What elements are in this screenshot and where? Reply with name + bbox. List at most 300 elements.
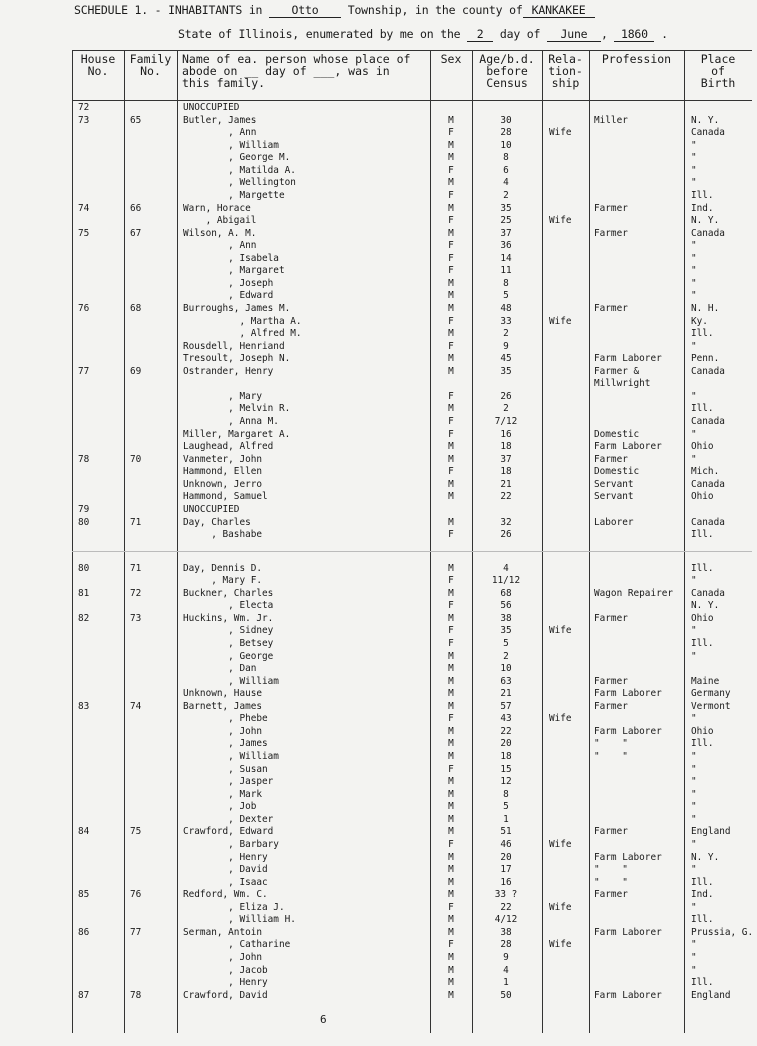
- profession-value: Servant: [594, 491, 634, 503]
- person-name: Barnett, James: [183, 700, 263, 712]
- birthplace-value: Ill.: [691, 738, 714, 750]
- birthplace-value: ": [691, 390, 697, 402]
- sex-value: M: [448, 277, 454, 289]
- age-value: 48: [500, 303, 512, 314]
- age-value: 16: [500, 428, 512, 440]
- person-name: , Mary F.: [183, 575, 263, 587]
- sex-value: M: [448, 926, 454, 938]
- birthplace-value: Ohio: [691, 612, 714, 624]
- column-header-relationship: Rela- tion- ship: [548, 52, 583, 90]
- birthplace-value: ": [691, 864, 697, 875]
- sex-value: F: [448, 265, 454, 277]
- sex-value: M: [448, 227, 454, 239]
- birthplace-value: N. Y.: [691, 851, 720, 863]
- birthplace-value: ": [691, 428, 697, 440]
- person-name: , Margaret: [183, 265, 285, 277]
- relationship-value: Wife: [549, 315, 572, 327]
- sex-value: M: [448, 587, 454, 599]
- age-value: 68: [500, 587, 512, 599]
- person-name: Redford, Wm. C.: [183, 889, 268, 901]
- birthplace-value: ": [691, 265, 697, 277]
- column-divider: [472, 50, 473, 1033]
- age-value: 63: [500, 675, 512, 687]
- family-number: 76: [130, 889, 142, 901]
- person-name: , George: [183, 650, 274, 662]
- age-value: 2: [503, 328, 509, 340]
- birthplace-value: ": [691, 277, 697, 289]
- person-name: , Sidney: [183, 625, 274, 637]
- age-value: 51: [500, 826, 512, 838]
- age-value: 33 ?: [494, 889, 518, 901]
- person-name: UNOCCUPIED: [183, 503, 240, 515]
- person-name: , George M.: [183, 152, 291, 164]
- column-divider: [124, 50, 125, 1033]
- sex-value: M: [448, 688, 454, 700]
- family-number: 71: [130, 516, 142, 528]
- birthplace-value: ": [691, 813, 697, 825]
- house-number: 79: [78, 503, 90, 515]
- birthplace-value: England: [691, 826, 731, 838]
- sex-value: M: [448, 491, 454, 503]
- family-number: 71: [130, 562, 142, 574]
- age-value: 32: [500, 516, 512, 528]
- person-name: , Anna M.: [183, 416, 279, 427]
- birthplace-value: Ill.: [691, 529, 714, 540]
- sex-value: M: [448, 177, 454, 189]
- schedule-header-line-1: [74, 3, 595, 18]
- birthplace-value: Canada: [691, 365, 725, 377]
- person-name: , Ann: [183, 127, 257, 139]
- relationship-value: Wife: [549, 939, 572, 951]
- person-name: Hammond, Samuel: [183, 491, 268, 503]
- house-number: 85: [78, 889, 90, 901]
- profession-value: Farm Laborer: [594, 353, 662, 365]
- age-value: 22: [500, 901, 512, 913]
- sex-value: F: [448, 416, 454, 427]
- age-value: 35: [500, 625, 512, 637]
- age-value: 11: [500, 265, 512, 277]
- profession-value: Domestic: [594, 466, 640, 478]
- profession-value: Millwright: [594, 378, 651, 390]
- house-number: 78: [78, 453, 90, 465]
- sex-value: M: [448, 813, 454, 825]
- sex-value: F: [448, 127, 454, 139]
- person-name: Laughead, Alfred: [183, 441, 274, 453]
- person-name: , John: [183, 952, 263, 963]
- profession-value: " ": [594, 876, 628, 888]
- page-fold-line: [72, 551, 752, 552]
- family-number: 70: [130, 453, 142, 465]
- person-name: Tresoult, Joseph N.: [183, 353, 291, 365]
- age-value: 10: [500, 139, 512, 151]
- birthplace-value: Ill.: [691, 403, 714, 415]
- column-header-family: Family No.: [129, 52, 172, 78]
- birthplace-value: ": [691, 152, 697, 164]
- age-value: 11/12: [491, 575, 521, 587]
- house-number: 77: [78, 365, 90, 377]
- family-number: 69: [130, 365, 142, 377]
- person-name: , Henry: [183, 851, 268, 863]
- sex-value: M: [448, 788, 454, 800]
- house-number: 73: [78, 114, 90, 126]
- birthplace-value: Canada: [691, 516, 725, 528]
- birthplace-value: N. Y.: [691, 114, 720, 126]
- person-name: , Isabela: [183, 252, 279, 264]
- relationship-value: Wife: [549, 127, 572, 139]
- birthplace-value: Ill.: [691, 876, 714, 888]
- profession-value: " ": [594, 751, 628, 762]
- birthplace-value: Vermont: [691, 700, 731, 712]
- township-value: Otto: [269, 3, 341, 18]
- birthplace-value: Ill.: [691, 562, 714, 574]
- sex-value: M: [448, 202, 454, 214]
- person-name: , James: [183, 738, 268, 750]
- house-number: 84: [78, 826, 90, 838]
- column-header-sex: Sex: [440, 52, 462, 66]
- age-value: 46: [500, 838, 512, 850]
- column-divider: [177, 50, 178, 1033]
- birthplace-value: ": [691, 575, 697, 587]
- birthplace-value: ": [691, 453, 697, 465]
- age-value: 8: [503, 788, 509, 800]
- age-value: 22: [500, 725, 512, 737]
- person-name: , Wellington: [183, 177, 296, 189]
- family-number: 67: [130, 227, 142, 239]
- birthplace-value: ": [691, 713, 697, 725]
- person-name: , Mary: [183, 390, 263, 402]
- county-value: KANKAKEE: [523, 3, 595, 18]
- sex-value: F: [448, 713, 454, 725]
- person-name: Day, Dennis D.: [183, 562, 263, 574]
- person-name: Crawford, David: [183, 989, 268, 1001]
- age-value: 57: [500, 700, 512, 712]
- sex-value: M: [448, 403, 454, 415]
- age-value: 1: [503, 977, 509, 989]
- sex-value: M: [448, 776, 454, 788]
- age-value: 6: [503, 164, 509, 176]
- birthplace-value: ": [691, 164, 697, 176]
- age-value: 8: [503, 152, 509, 164]
- age-value: 36: [500, 240, 512, 252]
- day-value: 2: [467, 27, 493, 42]
- column-header-house: House No.: [80, 52, 116, 78]
- year-value: 1860: [614, 27, 654, 42]
- age-value: 28: [500, 127, 512, 139]
- birthplace-value: Ky.: [691, 315, 708, 327]
- person-name: Serman, Antoin: [183, 926, 263, 938]
- age-value: 12: [500, 776, 512, 788]
- person-name: Crawford, Edward: [183, 826, 274, 838]
- person-name: , William: [183, 675, 279, 687]
- sex-value: M: [448, 876, 454, 888]
- birthplace-value: Ill.: [691, 977, 714, 989]
- age-value: 37: [500, 227, 512, 239]
- age-value: 18: [500, 466, 512, 478]
- person-name: , Abigail: [183, 215, 257, 226]
- schedule-title: SCHEDULE 1. - INHABITANTS in: [74, 3, 263, 17]
- birthplace-value: ": [691, 625, 697, 637]
- age-value: 18: [500, 441, 512, 453]
- age-value: 4: [503, 562, 509, 574]
- sex-value: M: [448, 478, 454, 490]
- column-header-age: Age/b.d. before Census: [479, 52, 535, 90]
- person-name: Vanmeter, John: [183, 453, 263, 465]
- birthplace-value: N. H.: [691, 303, 720, 314]
- profession-value: Farm Laborer: [594, 441, 662, 453]
- birthplace-value: ": [691, 177, 697, 189]
- relationship-value: Wife: [549, 625, 572, 637]
- age-value: 2: [503, 650, 509, 662]
- person-name: , Edward: [183, 290, 274, 302]
- sex-value: M: [448, 738, 454, 750]
- sex-value: M: [448, 441, 454, 453]
- person-name: Rousdell, Henriand: [183, 340, 285, 352]
- birthplace-value: ": [691, 964, 697, 976]
- age-value: 4: [503, 177, 509, 189]
- sex-value: M: [448, 964, 454, 976]
- birthplace-value: Ill.: [691, 638, 714, 649]
- page-number: 6: [320, 1013, 327, 1026]
- person-name: , Melvin R.: [183, 403, 291, 415]
- sex-value: M: [448, 989, 454, 1001]
- birthplace-value: Maine: [691, 675, 720, 687]
- age-value: 15: [500, 763, 512, 775]
- profession-value: Farmer: [594, 453, 628, 465]
- column-header-profession: Profession: [601, 52, 672, 66]
- age-value: 4/12: [494, 914, 518, 926]
- birthplace-value: Ill.: [691, 914, 714, 926]
- age-value: 10: [500, 663, 512, 675]
- age-value: 17: [500, 864, 512, 875]
- birthplace-value: ": [691, 751, 697, 762]
- person-name: , Joseph: [183, 277, 274, 289]
- birthplace-value: Canada: [691, 127, 725, 139]
- relationship-value: Wife: [549, 713, 572, 725]
- house-number: 82: [78, 612, 90, 624]
- sex-value: M: [448, 751, 454, 762]
- person-name: , Alfred M.: [183, 328, 302, 340]
- profession-value: Farmer: [594, 303, 628, 314]
- profession-value: " ": [594, 738, 628, 750]
- birthplace-value: Ill.: [691, 328, 714, 340]
- day-of-label: day of: [499, 27, 541, 41]
- age-value: 20: [500, 738, 512, 750]
- birthplace-value: Penn.: [691, 353, 720, 365]
- birthplace-value: Ohio: [691, 725, 714, 737]
- sex-value: M: [448, 328, 454, 340]
- age-value: 38: [500, 612, 512, 624]
- sex-value: M: [448, 303, 454, 314]
- house-number: 83: [78, 700, 90, 712]
- person-name: , Betsey: [183, 638, 274, 649]
- sex-value: F: [448, 763, 454, 775]
- age-value: 33: [500, 315, 512, 327]
- house-number: 87: [78, 989, 90, 1001]
- age-value: 45: [500, 353, 512, 365]
- relationship-value: Wife: [549, 901, 572, 913]
- sex-value: F: [448, 901, 454, 913]
- profession-value: Laborer: [594, 516, 634, 528]
- birthplace-value: Germany: [691, 688, 731, 700]
- person-name: Wilson, A. M.: [183, 227, 257, 239]
- age-value: 35: [500, 202, 512, 214]
- age-value: 2: [503, 189, 509, 201]
- person-name: , Dan: [183, 663, 257, 675]
- profession-value: Farm Laborer: [594, 926, 662, 938]
- sex-value: M: [448, 453, 454, 465]
- person-name: , Henry: [183, 977, 268, 989]
- birthplace-value: Ind.: [691, 889, 714, 901]
- house-number: 76: [78, 303, 90, 314]
- sex-value: M: [448, 353, 454, 365]
- table-top-border: [72, 50, 752, 51]
- house-number: 81: [78, 587, 90, 599]
- family-number: 77: [130, 926, 142, 938]
- person-name: , David: [183, 864, 268, 875]
- sex-value: M: [448, 889, 454, 901]
- sex-value: F: [448, 315, 454, 327]
- sex-value: F: [448, 638, 454, 649]
- date-separator: ,: [600, 27, 608, 41]
- column-divider: [542, 50, 543, 1033]
- birthplace-value: ": [691, 252, 697, 264]
- profession-value: Miller: [594, 114, 628, 126]
- person-name: , Matilda A.: [183, 164, 296, 176]
- person-name: , John: [183, 725, 263, 737]
- profession-value: Farm Laborer: [594, 688, 662, 700]
- age-value: 35: [500, 365, 512, 377]
- sex-value: F: [448, 529, 454, 540]
- person-name: Miller, Margaret A.: [183, 428, 291, 440]
- birthplace-value: ": [691, 801, 697, 813]
- sex-value: M: [448, 139, 454, 151]
- person-name: , Margette: [183, 189, 285, 201]
- age-value: 20: [500, 851, 512, 863]
- schedule-header-line-2: [178, 27, 668, 42]
- sex-value: F: [448, 164, 454, 176]
- person-name: , Ann: [183, 240, 257, 252]
- birthplace-value: Mich.: [691, 466, 720, 478]
- relationship-value: Wife: [549, 215, 572, 226]
- house-number: 74: [78, 202, 90, 214]
- profession-value: Domestic: [594, 428, 640, 440]
- profession-value: Farmer: [594, 612, 628, 624]
- township-label: Township, in the county of: [347, 3, 523, 17]
- sex-value: M: [448, 650, 454, 662]
- house-number: 80: [78, 562, 90, 574]
- sex-value: F: [448, 428, 454, 440]
- age-value: 38: [500, 926, 512, 938]
- sex-value: M: [448, 562, 454, 574]
- age-value: 9: [503, 952, 509, 963]
- sex-value: M: [448, 977, 454, 989]
- age-value: 9: [503, 340, 509, 352]
- person-name: Unknown, Hause: [183, 688, 263, 700]
- profession-value: Farmer: [594, 700, 628, 712]
- sex-value: F: [448, 189, 454, 201]
- birthplace-value: Canada: [691, 587, 725, 599]
- house-number: 86: [78, 926, 90, 938]
- birthplace-value: Canada: [691, 227, 725, 239]
- birthplace-value: England: [691, 989, 731, 1001]
- age-value: 7/12: [494, 416, 518, 427]
- person-name: UNOCCUPIED: [183, 102, 240, 113]
- sex-value: M: [448, 914, 454, 926]
- sex-value: M: [448, 725, 454, 737]
- sex-value: F: [448, 466, 454, 478]
- sex-value: M: [448, 675, 454, 687]
- person-name: , Electa: [183, 600, 274, 612]
- sex-value: F: [448, 625, 454, 637]
- person-name: , Phebe: [183, 713, 268, 725]
- person-name: , Bashabe: [183, 529, 263, 540]
- person-name: Hammond, Ellen: [183, 466, 263, 478]
- birthplace-value: ": [691, 939, 697, 951]
- person-name: , Susan: [183, 763, 268, 775]
- birthplace-value: ": [691, 290, 697, 302]
- column-header-birthplace: Place of Birth: [700, 52, 736, 90]
- person-name: Burroughs, James M.: [183, 303, 291, 314]
- person-name: Unknown, Jerro: [183, 478, 263, 490]
- sex-value: M: [448, 952, 454, 963]
- birthplace-value: ": [691, 240, 697, 252]
- age-value: 37: [500, 453, 512, 465]
- family-number: 68: [130, 303, 142, 314]
- person-name: Warn, Horace: [183, 202, 251, 214]
- sex-value: M: [448, 864, 454, 875]
- person-name: Day, Charles: [183, 516, 251, 528]
- birthplace-value: ": [691, 788, 697, 800]
- sex-value: M: [448, 365, 454, 377]
- column-divider: [589, 50, 590, 1033]
- birthplace-value: N. Y.: [691, 600, 720, 612]
- birthplace-value: N. Y.: [691, 215, 720, 226]
- age-value: 26: [500, 390, 512, 402]
- sex-value: M: [448, 290, 454, 302]
- birthplace-value: ": [691, 901, 697, 913]
- person-name: , William H.: [183, 914, 296, 926]
- birthplace-value: Canada: [691, 416, 725, 427]
- birthplace-value: Prussia, G.: [691, 926, 754, 938]
- family-number: 72: [130, 587, 142, 599]
- sex-value: F: [448, 240, 454, 252]
- house-number: 80: [78, 516, 90, 528]
- birthplace-value: ": [691, 340, 697, 352]
- birthplace-value: ": [691, 952, 697, 963]
- sex-value: M: [448, 826, 454, 838]
- profession-value: " ": [594, 864, 628, 875]
- sex-value: M: [448, 516, 454, 528]
- age-value: 43: [500, 713, 512, 725]
- age-value: 16: [500, 876, 512, 888]
- person-name: , Jacob: [183, 964, 268, 976]
- person-name: , Dexter: [183, 813, 274, 825]
- person-name: , Eliza J.: [183, 901, 285, 913]
- person-name: , Martha A.: [183, 315, 302, 327]
- person-name: , Isaac: [183, 876, 268, 888]
- age-value: 26: [500, 529, 512, 540]
- sex-value: F: [448, 939, 454, 951]
- sex-value: F: [448, 600, 454, 612]
- profession-value: Farmer: [594, 227, 628, 239]
- person-name: , William: [183, 139, 279, 151]
- birthplace-value: ": [691, 650, 697, 662]
- person-name: , Job: [183, 801, 257, 813]
- profession-value: Farmer &: [594, 365, 640, 377]
- age-value: 25: [500, 215, 512, 226]
- age-value: 8: [503, 277, 509, 289]
- relationship-value: Wife: [549, 838, 572, 850]
